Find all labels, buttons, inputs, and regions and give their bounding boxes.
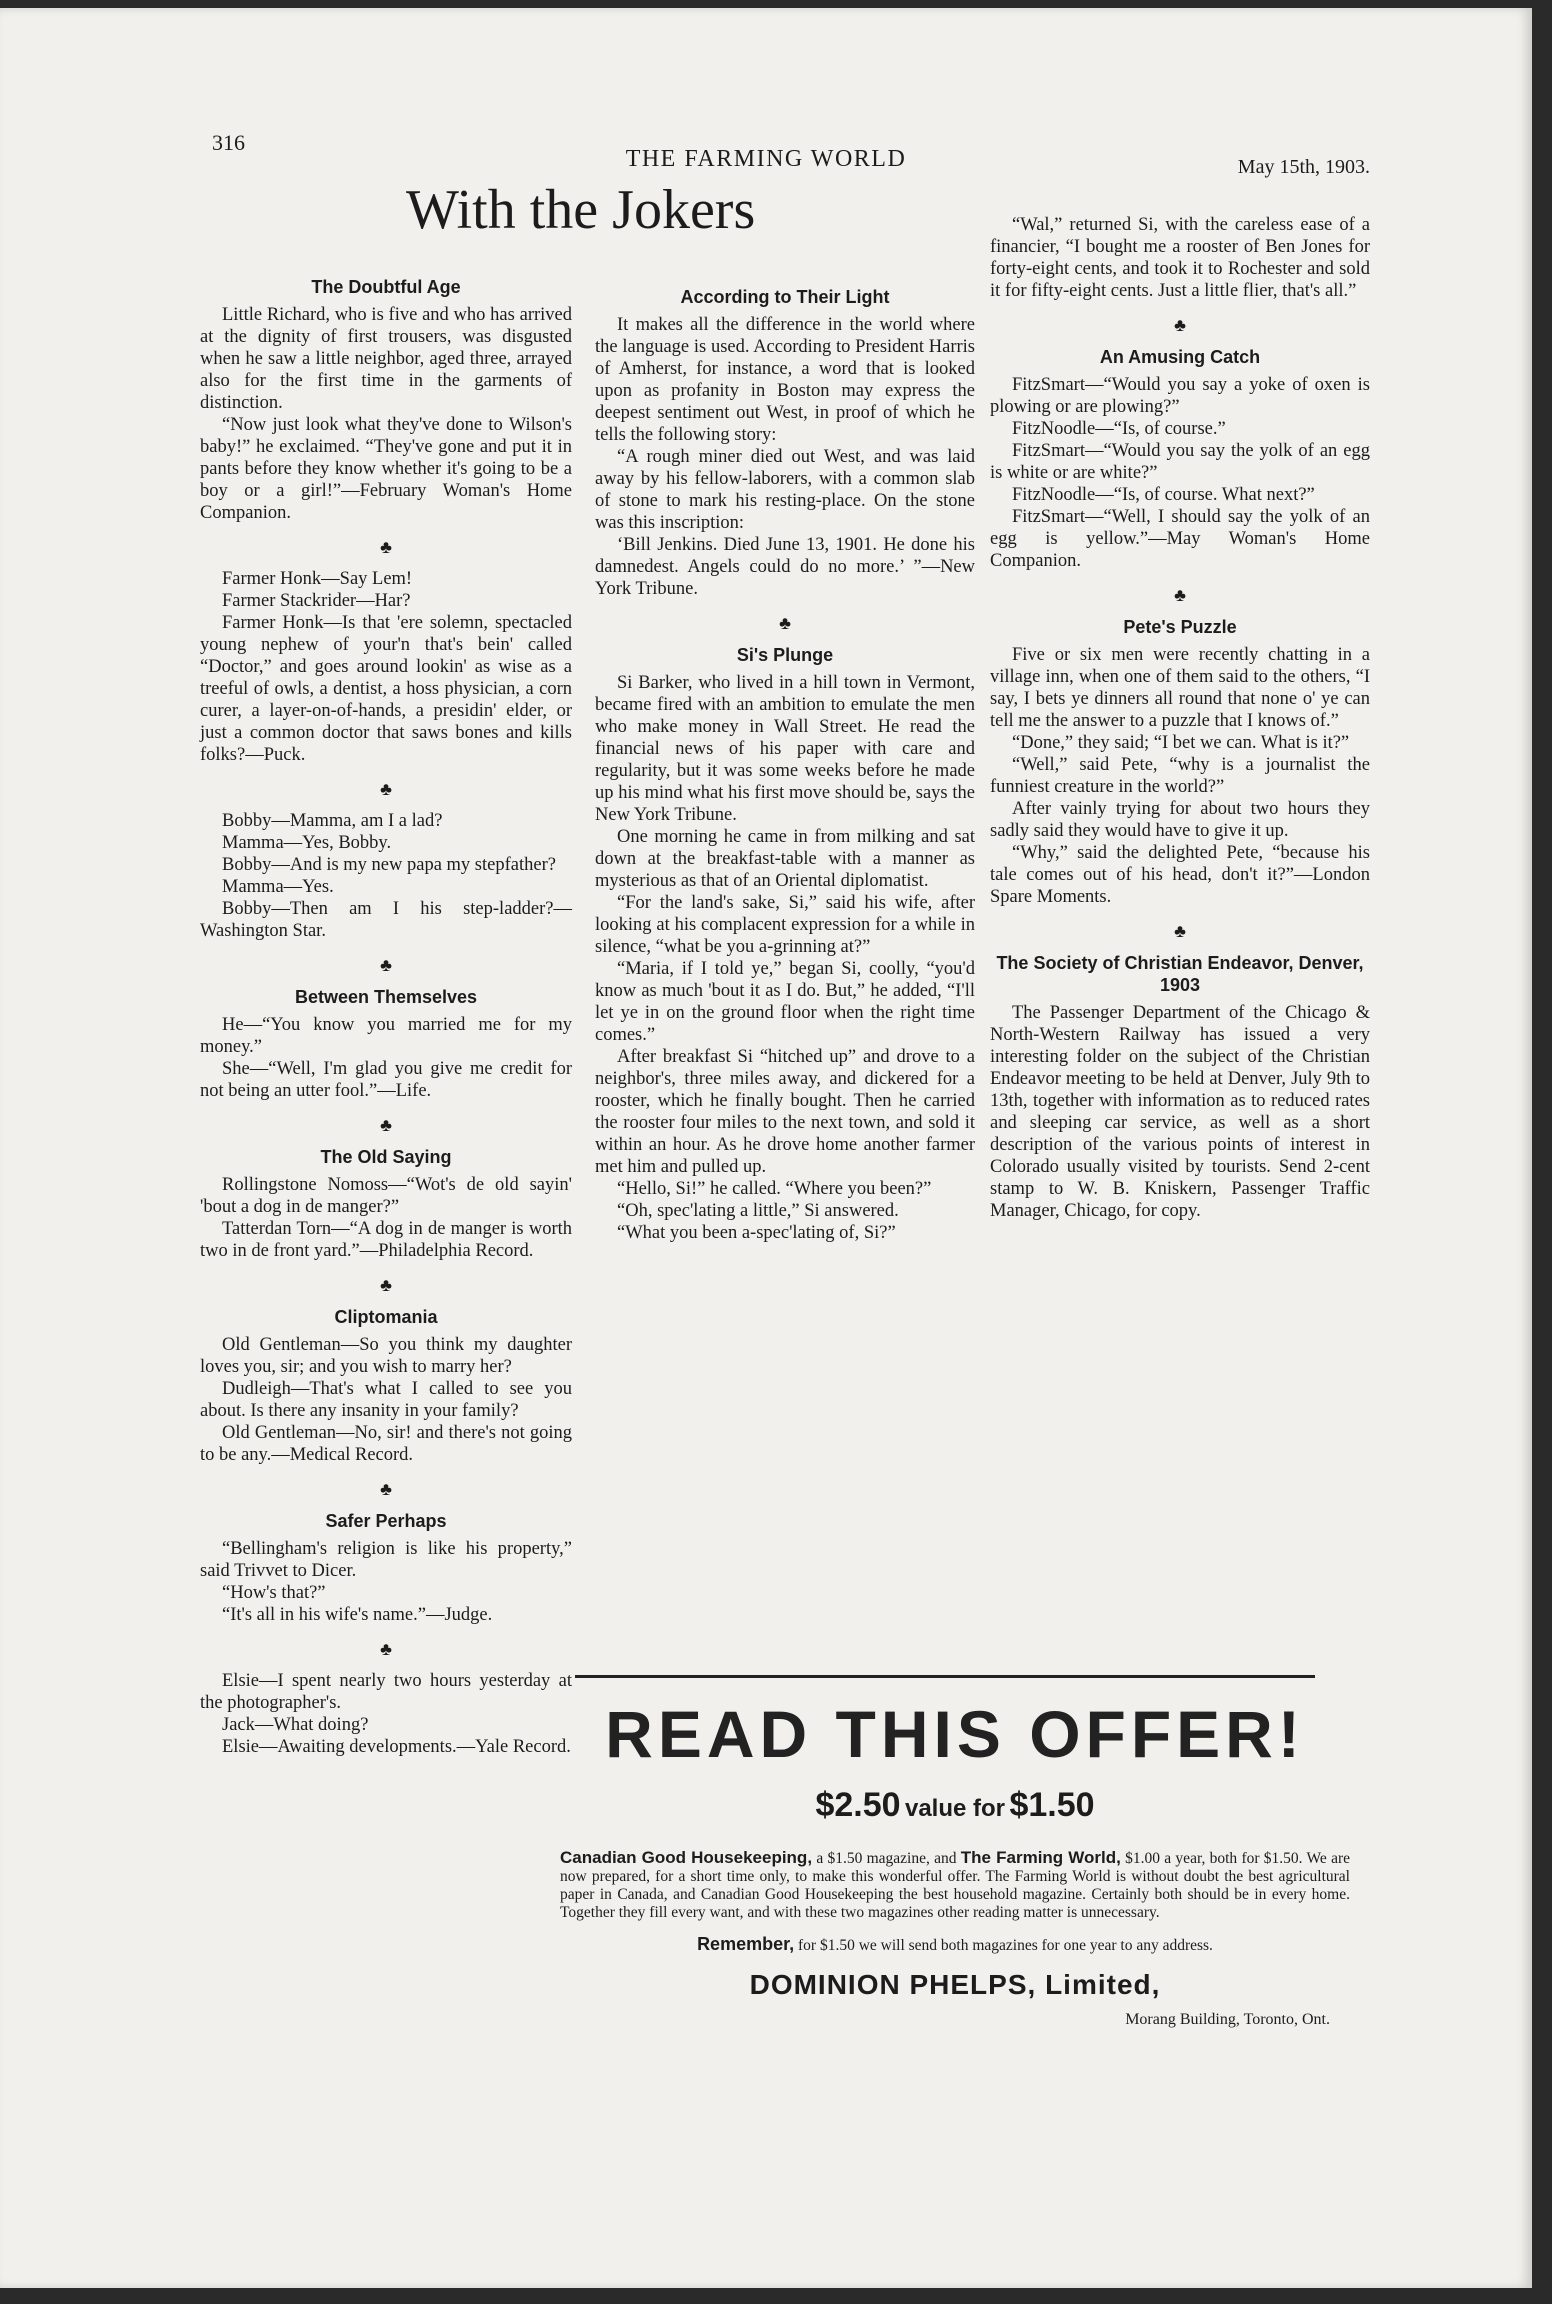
paragraph: Mamma—Yes. bbox=[222, 877, 334, 897]
section-heading: Pete's Puzzle bbox=[1123, 617, 1237, 637]
paragraph: “Bellingham's religion is like his property,” said Trivvet to Dicer. bbox=[200, 1539, 572, 1581]
ornament-icon: ♣ bbox=[380, 537, 392, 557]
paragraph: “For the land's sake, Si,” said his wife, after looking at his complacent expression for a while in silence, “what be you a-grinning at?” bbox=[595, 893, 975, 957]
ad-body bbox=[560, 1849, 1350, 1922]
paragraph: Five or six men were recently chatting in a village inn, when one of them said to the others, “I say, I bets ye dinners all round that none o' ye can tell me the answer to a puzzle that I knows of.” bbox=[990, 645, 1370, 731]
paragraph: “A rough miner died out West, and was laid away by his fellow-laborers, with a common slab of stone to mark his resting-place. On the stone was this inscription: bbox=[595, 447, 975, 533]
ad-remember-text: for $1.50 we will send both magazines for one year to any address. bbox=[794, 1937, 1213, 1954]
ad-text: a $1.50 magazine, and bbox=[812, 1850, 961, 1867]
ad-remember-line bbox=[560, 1934, 1350, 1955]
paragraph: “Why,” said the delighted Pete, “because his tale comes out of his head, don't it?”—London Spare Moments. bbox=[990, 843, 1370, 907]
paragraph: Old Gentleman—No, sir! and there's not going to be any.—Medical Record. bbox=[200, 1423, 572, 1465]
paragraph: FitzSmart—“Would you say the yolk of an egg is white or are white?” bbox=[990, 441, 1370, 483]
paragraph: It makes all the difference in the world where the language is used. According to President Harris of Amherst, for instance, a word that is looked upon as profanity in Boston may express the deepest sentiment out West, in proof of which he tells the following story: bbox=[595, 315, 975, 445]
column-3 bbox=[990, 214, 1370, 1222]
paragraph: Bobby—And is my new papa my stepfather? bbox=[222, 855, 556, 875]
ad-regular-price: $2.50 bbox=[815, 1786, 901, 1824]
issue-date: May 15th, 1903. bbox=[1237, 156, 1370, 178]
ornament-icon: ♣ bbox=[380, 955, 392, 975]
paragraph: Elsie—I spent nearly two hours yesterday at the photographer's. bbox=[200, 1671, 572, 1713]
paragraph: Little Richard, who is five and who has arrived at the dignity of first trousers, was disgusted when he saw a little neighbor, aged three, arrayed also for the first time in the garments of distinction. bbox=[200, 305, 572, 413]
section-heading: An Amusing Catch bbox=[1099, 347, 1261, 367]
page bbox=[0, 8, 1532, 2288]
ornament-icon: ♣ bbox=[1174, 921, 1186, 941]
paragraph: After vainly trying for about two hours they sadly said they would have to give it up. bbox=[990, 799, 1370, 841]
paragraph: “It's all in his wife's name.”—Judge. bbox=[222, 1605, 493, 1625]
ad-price-line bbox=[560, 1786, 1350, 1825]
ornament-icon: ♣ bbox=[779, 613, 791, 633]
paragraph: The Passenger Department of the Chicago & North-Western Railway has issued a very interesting folder on the subject of the Christian Endeavor meeting to be held at Denver, July 9th to 13th, together with information as to reduced rates and sleeping car service, as well as a short description of the various points of interest in Colorado usually visited by tourists. Send 2-cent stamp to W. B. Kniskern, Passenger Traffic Manager, Chicago, for copy. bbox=[990, 1003, 1370, 1221]
section-heading: Safer Perhaps bbox=[325, 1511, 447, 1531]
ad-offer-price: $1.50 bbox=[1009, 1786, 1095, 1824]
section-heading: Si's Plunge bbox=[736, 645, 834, 665]
paragraph: Rollingstone Nomoss—“Wot's de old sayin' 'bout a dog in de manger?” bbox=[200, 1175, 572, 1217]
column-1 bbox=[200, 266, 572, 1758]
paragraph: Si Barker, who lived in a hill town in Vermont, became fired with an ambition to emulate the men who make money in Wall Street. He read the financial news of his paper with care and regularity, but it was some weeks before he made up his mind what his first move should be, says the New York Tribune. bbox=[595, 673, 975, 825]
ad-text: $1.00 a year, both for $1.50. We are now prepared, for a short time only, to make this wonderful offer. The Farming World is without doubt the best agricultural paper in Canada, and Canadian Good Housekeeping the best household magazine. Certainly both should be in every home. Together they fill every want, and with these two magazines other reading matter is unnecessary. bbox=[560, 1850, 1350, 1921]
page-number: 316 bbox=[212, 130, 245, 155]
ad-magazine-name: Canadian Good Housekeeping, bbox=[560, 1848, 813, 1867]
paragraph: She—“Well, I'm glad you give me credit for not being an utter fool.”—Life. bbox=[200, 1059, 572, 1101]
section-heading: According to Their Light bbox=[680, 287, 890, 307]
paragraph: Farmer Stackrider—Har? bbox=[222, 591, 411, 611]
paragraph: Farmer Honk—Is that 'ere solemn, spectacled young nephew of your'n that's bein' called “Doctor,” and goes around lookin' as wise as a treeful of owls, a dentist, a hoss physician, a corn curer, a layer-on-of-hands, a presidin' elder, or just a common doctor that saws bones and kills folks?—Puck. bbox=[200, 613, 572, 765]
section-heading: Between Themselves bbox=[294, 987, 478, 1007]
ornament-icon: ♣ bbox=[1174, 585, 1186, 605]
paragraph: ‘Bill Jenkins. Died June 13, 1901. He done his damnedest. Angels could do no more.’ ”—New York Tribune. bbox=[595, 535, 975, 599]
paragraph: Mamma—Yes, Bobby. bbox=[222, 833, 392, 853]
running-head: THE FARMING WORLD bbox=[625, 146, 907, 172]
ad-headline: READ THIS OFFER! bbox=[605, 1697, 1305, 1771]
paragraph: “Well,” said Pete, “why is a journalist the funniest creature in the world?” bbox=[990, 755, 1370, 797]
paragraph: FitzSmart—“Would you say a yoke of oxen is plowing or are plowing?” bbox=[990, 375, 1370, 417]
column-2 bbox=[595, 276, 975, 1244]
paragraph: Bobby—Then am I his step-ladder?—Washington Star. bbox=[200, 899, 572, 941]
ornament-icon: ♣ bbox=[380, 1115, 392, 1135]
paragraph: He—“You know you married me for my money.” bbox=[200, 1015, 572, 1057]
ornament-icon: ♣ bbox=[380, 1479, 392, 1499]
section-heading: Cliptomania bbox=[334, 1307, 438, 1327]
paragraph: “Wal,” returned Si, with the careless ease of a financier, “I bought me a rooster of Ben Jones for forty-eight cents, and took it to Rochester and sold it for fifty-eight cents. Just a little flier, that's all.” bbox=[990, 215, 1370, 301]
paragraph: One morning he came in from milking and sat down at the breakfast-table with a manner as mysterious as that of an Oriental diplomatist. bbox=[595, 827, 975, 891]
advertisement bbox=[560, 1696, 1350, 2029]
paragraph: “Done,” they said; “I bet we can. What is it?” bbox=[1012, 733, 1350, 753]
ad-company-name: DOMINION PHELPS, Limited, bbox=[749, 1969, 1161, 2000]
paragraph: FitzNoodle—“Is, of course.” bbox=[1012, 419, 1226, 439]
paragraph: Jack—What doing? bbox=[222, 1715, 369, 1735]
section-heading: The Doubtful Age bbox=[311, 277, 461, 297]
paragraph: “Oh, spec'lating a little,” Si answered. bbox=[617, 1201, 899, 1221]
paragraph: Elsie—Awaiting developments.—Yale Record. bbox=[222, 1737, 571, 1757]
section-heading: The Society of Christian Endeavor, Denver, 1903 bbox=[996, 953, 1364, 995]
ad-remember-label: Remember, bbox=[697, 1934, 795, 1954]
paragraph: Old Gentleman—So you think my daughter loves you, sir; and you wish to marry her? bbox=[200, 1335, 572, 1377]
paragraph: Dudleigh—That's what I called to see you about. Is there any insanity in your family? bbox=[200, 1379, 572, 1421]
ad-magazine-name: The Farming World, bbox=[960, 1848, 1121, 1867]
paragraph: FitzNoodle—“Is, of course. What next?” bbox=[1012, 485, 1315, 505]
ornament-icon: ♣ bbox=[380, 1275, 392, 1295]
ornament-icon: ♣ bbox=[1174, 315, 1186, 335]
paragraph: FitzSmart—“Well, I should say the yolk of an egg is yellow.”—May Woman's Home Companion. bbox=[990, 507, 1370, 571]
paragraph: Farmer Honk—Say Lem! bbox=[222, 569, 413, 589]
paragraph: “What you been a-spec'lating of, Si?” bbox=[617, 1223, 896, 1243]
page-title: With the Jokers bbox=[406, 179, 756, 241]
paragraph: “Hello, Si!” he called. “Where you been?” bbox=[617, 1179, 932, 1199]
paragraph: Tatterdan Torn—“A dog in de manger is worth two in de front yard.”—Philadelphia Record. bbox=[200, 1219, 572, 1261]
paragraph: “How's that?” bbox=[222, 1583, 326, 1603]
paragraph: Bobby—Mamma, am I a lad? bbox=[222, 811, 443, 831]
ornament-icon: ♣ bbox=[380, 779, 392, 799]
ad-address: Morang Building, Toronto, Ont. bbox=[1125, 2011, 1330, 2028]
section-heading: The Old Saying bbox=[320, 1147, 452, 1167]
paragraph: “Now just look what they've done to Wilson's baby!” he exclaimed. “They've gone and put it in pants before they know whether it's going to be a boy or a girl!”—February Woman's Home Companion. bbox=[200, 415, 572, 523]
ad-value-for: value for bbox=[904, 1795, 1006, 1822]
advertisement-rule bbox=[575, 1675, 1315, 1678]
paragraph: “Maria, if I told ye,” began Si, coolly, “you'd know as much 'bout it as I do. But,” he added, “I'll let ye in on the ground floor when the right time comes.” bbox=[595, 959, 975, 1045]
ornament-icon: ♣ bbox=[380, 1639, 392, 1659]
paragraph: After breakfast Si “hitched up” and drove to a neighbor's, three miles away, and dickered for a rooster, which he finally bought. Then he carried the rooster four miles to the next town, and sold it within an hour. As he drove home another farmer met him and pulled up. bbox=[595, 1047, 975, 1177]
